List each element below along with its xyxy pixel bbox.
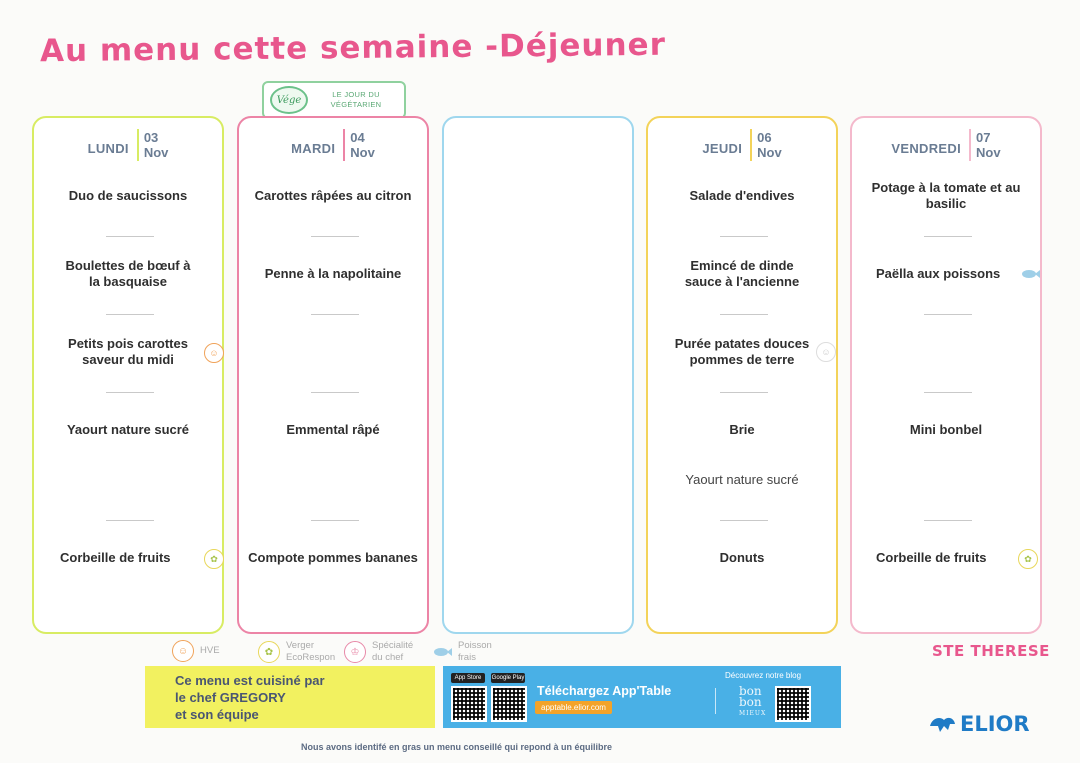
dish-cheese: Brie xyxy=(729,422,755,437)
dish-dairy: Emmental râpé xyxy=(286,422,380,437)
divider xyxy=(106,392,154,393)
vegetarian-day-label: LE JOUR DU VÉGÉTARIEN xyxy=(330,90,382,109)
divider xyxy=(720,314,768,315)
divider xyxy=(311,520,359,521)
dish-main: Paëlla aux poissons xyxy=(876,266,1001,281)
day-name: JEUDI xyxy=(702,140,743,156)
divider xyxy=(924,314,972,315)
dish-dessert: Corbeille de fruits xyxy=(876,550,987,565)
app-promo-banner xyxy=(443,666,841,728)
hve-icon: ☺ xyxy=(204,343,224,363)
elior-logo: ELIOR xyxy=(928,712,1030,736)
day-card-lundi xyxy=(32,116,224,634)
dish-dessert: Corbeille de fruits xyxy=(60,550,171,565)
elior-bull-icon xyxy=(928,714,956,734)
blog-label: Découvrez notre blog xyxy=(725,671,802,680)
day-name: MARDI xyxy=(291,140,336,156)
chef-line: Ce menu est cuisiné par xyxy=(175,673,325,688)
verger-ecorespon-icon: ✿ xyxy=(258,641,280,663)
divider xyxy=(720,520,768,521)
app-url-link[interactable]: apptable.elior.com xyxy=(535,701,612,714)
legend-hve: ☺ HVE xyxy=(172,640,220,662)
divider xyxy=(720,392,768,393)
divider xyxy=(106,236,154,237)
dish-side: Petits pois carottes saveur du midi xyxy=(68,336,188,367)
chef-box xyxy=(145,666,435,728)
chef-line: et son équipe xyxy=(175,707,259,722)
dish-starter: Salade d'endives xyxy=(689,188,795,203)
dish-dairy: Mini bonbel xyxy=(909,422,983,437)
day-date: 04 Nov xyxy=(350,130,375,160)
google-play-badge[interactable]: Google Play xyxy=(491,675,525,681)
poisson-frais-icon xyxy=(432,646,452,658)
dish-dessert: Donuts xyxy=(719,550,765,565)
vegetarian-day-badge xyxy=(262,81,406,119)
legend-verger: ✿ Verger EcoRespon xyxy=(258,640,346,664)
verger-ecorespon-icon: ✿ xyxy=(204,549,224,569)
dish-starter: Carottes râpées au citron xyxy=(254,188,412,203)
verger-ecorespon-icon: ✿ xyxy=(1018,549,1038,569)
day-date: 03 Nov xyxy=(143,130,169,160)
bonbon-logo: bon bon MIEUX xyxy=(739,684,767,717)
day-card-empty xyxy=(442,116,634,634)
dish-starter: Potage à la tomate et au basilic xyxy=(871,180,1021,211)
hve-icon: ☺ xyxy=(172,640,194,662)
app-download-title: Téléchargez App'Table xyxy=(537,684,672,698)
legend-poisson: Poisson frais xyxy=(432,640,492,664)
page-title: Au menu cette semaine -Déjeuner xyxy=(39,26,667,70)
dish-starter: Duo de saucissons xyxy=(68,188,188,203)
dish-side: Purée patates douces pommes de terre xyxy=(674,336,810,367)
day-date: 07 Nov xyxy=(976,130,1001,160)
poisson-frais-icon xyxy=(1020,268,1040,280)
divider xyxy=(720,236,768,237)
day-header xyxy=(648,128,836,162)
divider xyxy=(311,392,359,393)
dish-main: Penne à la napolitaine xyxy=(264,266,402,281)
dish-dessert: Compote pommes bananes xyxy=(248,550,418,565)
qr-code-icon[interactable] xyxy=(491,686,527,722)
divider xyxy=(924,236,972,237)
divider xyxy=(106,520,154,521)
divider xyxy=(106,314,154,315)
dish-main: Boulettes de bœuf à la basquaise xyxy=(65,258,191,289)
day-name: VENDREDI xyxy=(891,140,961,156)
day-header xyxy=(852,128,1040,162)
app-store-badge[interactable]: App Store xyxy=(451,673,485,683)
day-header xyxy=(239,128,427,162)
school-name: STE THERESE xyxy=(932,642,1050,660)
divider xyxy=(311,314,359,315)
banner-separator xyxy=(715,688,716,714)
chef-line: le chef GREGORY xyxy=(175,690,286,705)
qr-code-icon[interactable] xyxy=(775,686,811,722)
day-date: 06 Nov xyxy=(757,130,782,160)
dish-dairy: Yaourt nature sucré xyxy=(66,422,190,437)
dish-main: Emincé de dinde sauce à l'ancienne xyxy=(684,258,800,289)
day-card-vendredi xyxy=(850,116,1042,634)
footer-note: Nous avons identifé en gras un menu conseillé qui repond à un équilibre xyxy=(300,742,613,752)
day-card-jeudi xyxy=(646,116,838,634)
divider xyxy=(924,392,972,393)
divider xyxy=(924,520,972,521)
divider xyxy=(311,236,359,237)
qr-code-icon[interactable] xyxy=(451,686,487,722)
vege-logo-icon: Vége xyxy=(270,86,308,114)
legend-specialite: ♔ Spécialité du chef xyxy=(344,640,424,664)
day-card-mardi xyxy=(237,116,429,634)
specialite-chef-icon: ☺ xyxy=(816,342,836,362)
specialite-chef-icon: ♔ xyxy=(344,641,366,663)
dish-dairy: Yaourt nature sucré xyxy=(685,472,799,487)
day-header xyxy=(34,128,222,162)
day-name: LUNDI xyxy=(87,140,129,156)
